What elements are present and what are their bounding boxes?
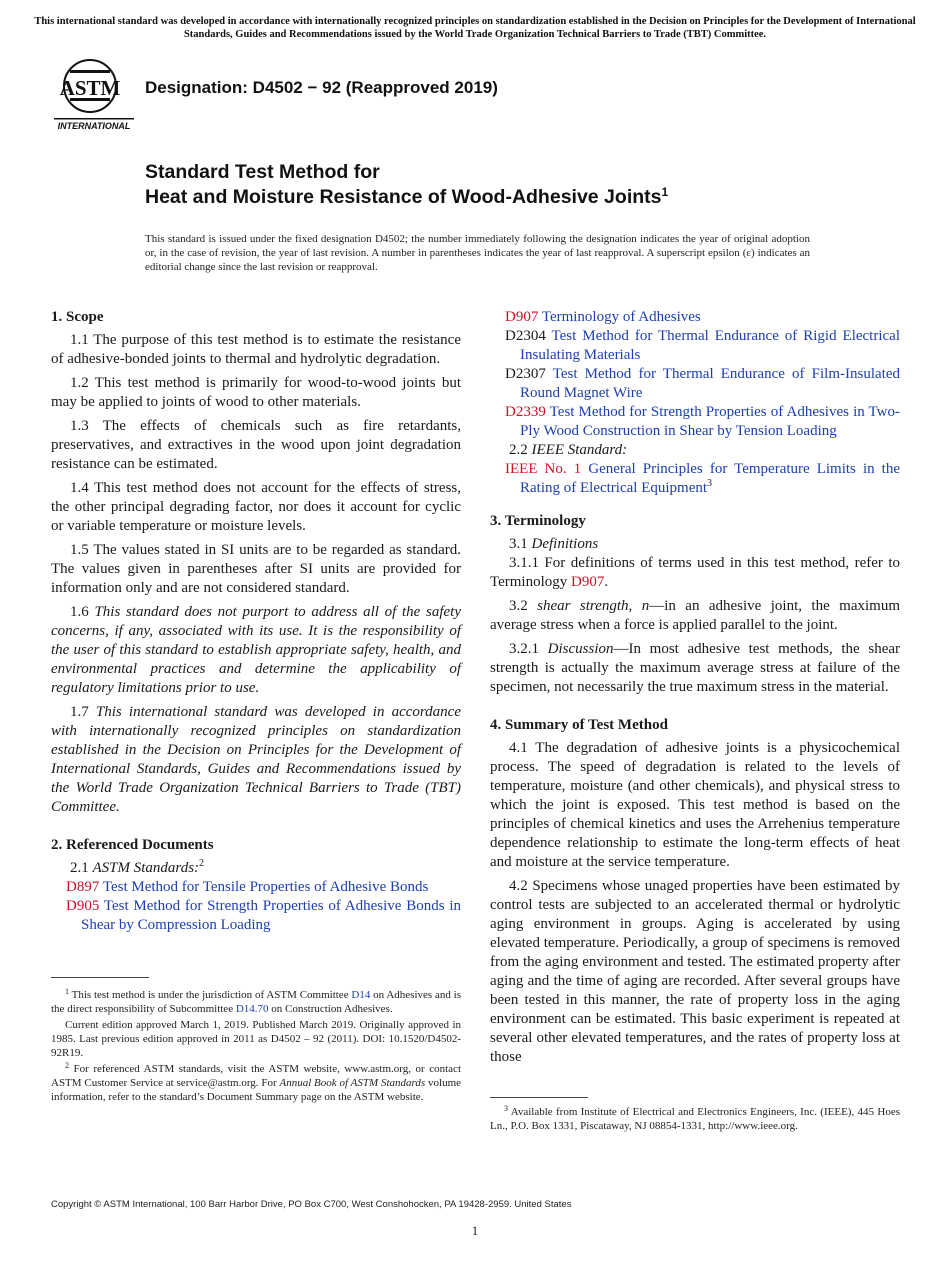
footnote-2: $^2$ For referenced ASTM standards, visit the ASTM website, www.astm.org, or contact ASTM Customer Service at service@astm.org. For Annual Book of ASTM Standards volume information, refer to the standard’s Document Summary page on the ASTM website. bbox=[51, 1061, 462, 1103]
scope-1-7: 1.7 This international standard was developed in accordance with internationally recognized principles on standardization established in the Decision on Principles for the Development of International Standards, Guides and Recommendations issued by the World Trade Organization Technical Barriers to Trade (TBT) Committee. bbox=[51, 704, 462, 815]
footnotes-left bbox=[51, 988, 461, 1106]
ieee-standard-label: 2.2 IEEE Standard: bbox=[509, 442, 628, 458]
title-footnote-mark: 1 bbox=[661, 185, 669, 199]
logo-subtext: INTERNATIONAL bbox=[57, 121, 131, 131]
terminology-3-2-1: 3.2.1 Discussion—In most adhesive test methods, the shear strength is actually the maximum average stress at failure of the specimen, not necessarily the true maximum stress in the material. bbox=[490, 641, 901, 695]
summary-heading: 4. Summary of Test Method bbox=[490, 717, 668, 733]
footnote-1: $^1$ This test method is under the jurisdiction of ASTM Committee D14 on Adhesives and is the direct responsibility of Subcommittee D14.70 on Construction Adhesives. bbox=[51, 987, 461, 1015]
left-column bbox=[51, 308, 461, 935]
ref-d2304[interactable]: D2304 Test Method for Thermal Endurance of Rigid Electrical Insulating Materials bbox=[505, 328, 900, 363]
designation: Designation: D4502 − 92 (Reapproved 2019) bbox=[145, 78, 498, 97]
terminology-heading: 3. Terminology bbox=[490, 513, 586, 529]
astm-logo-icon bbox=[52, 56, 136, 132]
scope-1-4: 1.4 This test method does not account for the effects of stress, the other principal degrading factor, nor does it account for cyclic or variable temperature or moisture levels. bbox=[51, 480, 461, 534]
scope-1-1: 1.1 The purpose of this test method is to estimate the resistance of adhesive-bonded joints to thermal and hydrolytic degradation. bbox=[51, 332, 461, 367]
wto-notice: This international standard was developed in accordance with internationally recognized principles on standardization established in the Decision on Principles for the Development of International Standards, Guides and Recommendations issued by the World Trade Organization Technical Barriers to Trade (TBT) Committee. bbox=[34, 16, 916, 40]
committee-d14-link[interactable]: D14 bbox=[351, 989, 371, 1001]
right-column bbox=[490, 308, 900, 1072]
terminology-3-2: 3.2 shear strength, n—in an adhesive joint, the maximum average stress when a force is applied parallel to the joint. bbox=[490, 598, 900, 633]
scope-1-3: 1.3 The effects of chemicals such as fire retardants, preservatives, and extractives in the wood upon joint degradation resistance can be estimated. bbox=[51, 418, 461, 472]
scope-heading: 1. Scope bbox=[51, 309, 104, 325]
ref-d2307[interactable]: D2307 Test Method for Thermal Endurance of Film-Insulated Round Magnet Wire bbox=[505, 366, 900, 401]
summary-4-1: 4.1 The degradation of adhesive joints is a physicochemical process. The speed of degradation is related to the levels of temperature, moisture (and other chemicals), and physical stress to which the joint is exposed. This test method is based on the principles of chemical kinetics and uses the Arrehenius temperature dependence relationship to estimate the long-term effects of heat and moisture at the service temperature. bbox=[490, 740, 900, 870]
document-title bbox=[145, 160, 905, 210]
ref-d905[interactable]: D905 Test Method for Strength Properties of Adhesive Bonds in Shear by Compression Loading bbox=[66, 898, 461, 933]
terminology-d907-link[interactable]: D907 bbox=[571, 574, 605, 590]
footnote-1-edition: Current edition approved March 1, 2019. Published March 2019. Originally approved in 1985. Last previous edition approved in 2011 as D4502 – 92 (2011). DOI: 10.1520/D4502-92R19. bbox=[51, 1019, 461, 1059]
issued-note: This standard is issued under the fixed designation D4502; the number immediately following the designation indicates the year of original adoption or, in the case of revision, the year of last revision. A number in parentheses indicates the year of last reapproval. A superscript epsilon (ε) indicates an editorial change since the last revision or reapproval. bbox=[145, 233, 810, 273]
ref-ieee-no-1[interactable]: IEEE No. 1 General Principles for Temperature Limits in the Rating of Electrical Equipment$^3$ bbox=[505, 461, 900, 496]
footnote-3: $^3$ Available from Institute of Electrical and Electronics Engineers, Inc. (IEEE), 445 Hoes Ln., P.O. Box 1331, Piscataway, NJ 08854-1331, http://www.ieee.org. bbox=[490, 1104, 900, 1132]
footnote-rule-left bbox=[51, 977, 149, 978]
ref-d2339[interactable]: D2339 Test Method for Strength Properties of Adhesives in Two-Ply Wood Construction in Shear by Tension Loading bbox=[505, 404, 900, 439]
copyright: Copyright © ASTM International, 100 Barr Harbor Drive, PO Box C700, West Conshohocken, PA 19428-2959. United States bbox=[51, 1199, 572, 1210]
footnote-rule-right bbox=[490, 1097, 588, 1098]
ref-d907[interactable]: D907 Terminology of Adhesives bbox=[505, 309, 701, 325]
terminology-3-1-1: 3.1.1 For definitions of terms used in this test method, refer to Terminology D907. bbox=[490, 555, 900, 590]
subcommittee-d14-70-link[interactable]: D14.70 bbox=[235, 1003, 269, 1015]
footnotes-right bbox=[490, 1105, 900, 1135]
scope-1-5: 1.5 The values stated in SI units are to be regarded as standard. The values given in parentheses after SI units are provided for information only and are not considered standard. bbox=[51, 542, 461, 596]
scope-1-6: 1.6 This standard does not purport to address all of the safety concerns, if any, associated with its use. It is the responsibility of the user of this standard to establish appropriate safety, health, and environmental practices and determine the applicability of regulatory limitations prior to use. bbox=[51, 604, 462, 696]
astm-standards-label: 2.1 ASTM Standards:$^2$ bbox=[70, 858, 205, 876]
summary-4-2: 4.2 Specimens whose unaged properties have been estimated by control tests are subjected to an accelerated thermal or hydrolytic aging environment in groups. Aging is accelerated by using elevated temperature. Periodically, a group of specimens is removed from the aging environment and tested. The estimated property after aging and the time of aging are recorded. After several groups have been tested in this manner, the rate of property loss in the aging environment can be estimated. This basic experiment is repeated at several other elevated temperatures, and the rates of property loss at those bbox=[490, 878, 900, 1065]
definitions-label: 3.1 Definitions bbox=[509, 536, 599, 552]
referenced-heading: 2. Referenced Documents bbox=[51, 837, 214, 853]
title-line-2: Heat and Moisture Resistance of Wood-Adhesive Joints$^1$ bbox=[145, 185, 669, 208]
logo-text: ASTM bbox=[59, 76, 121, 100]
scope-1-2: 1.2 This test method is primarily for wood-to-wood joints but may be applied to joints of wood to other materials. bbox=[51, 375, 461, 410]
page-number: 1 bbox=[471, 1223, 479, 1238]
title-line-1: Standard Test Method for bbox=[145, 161, 380, 183]
ref-d897[interactable]: D897 Test Method for Tensile Properties of Adhesive Bonds bbox=[66, 879, 429, 895]
